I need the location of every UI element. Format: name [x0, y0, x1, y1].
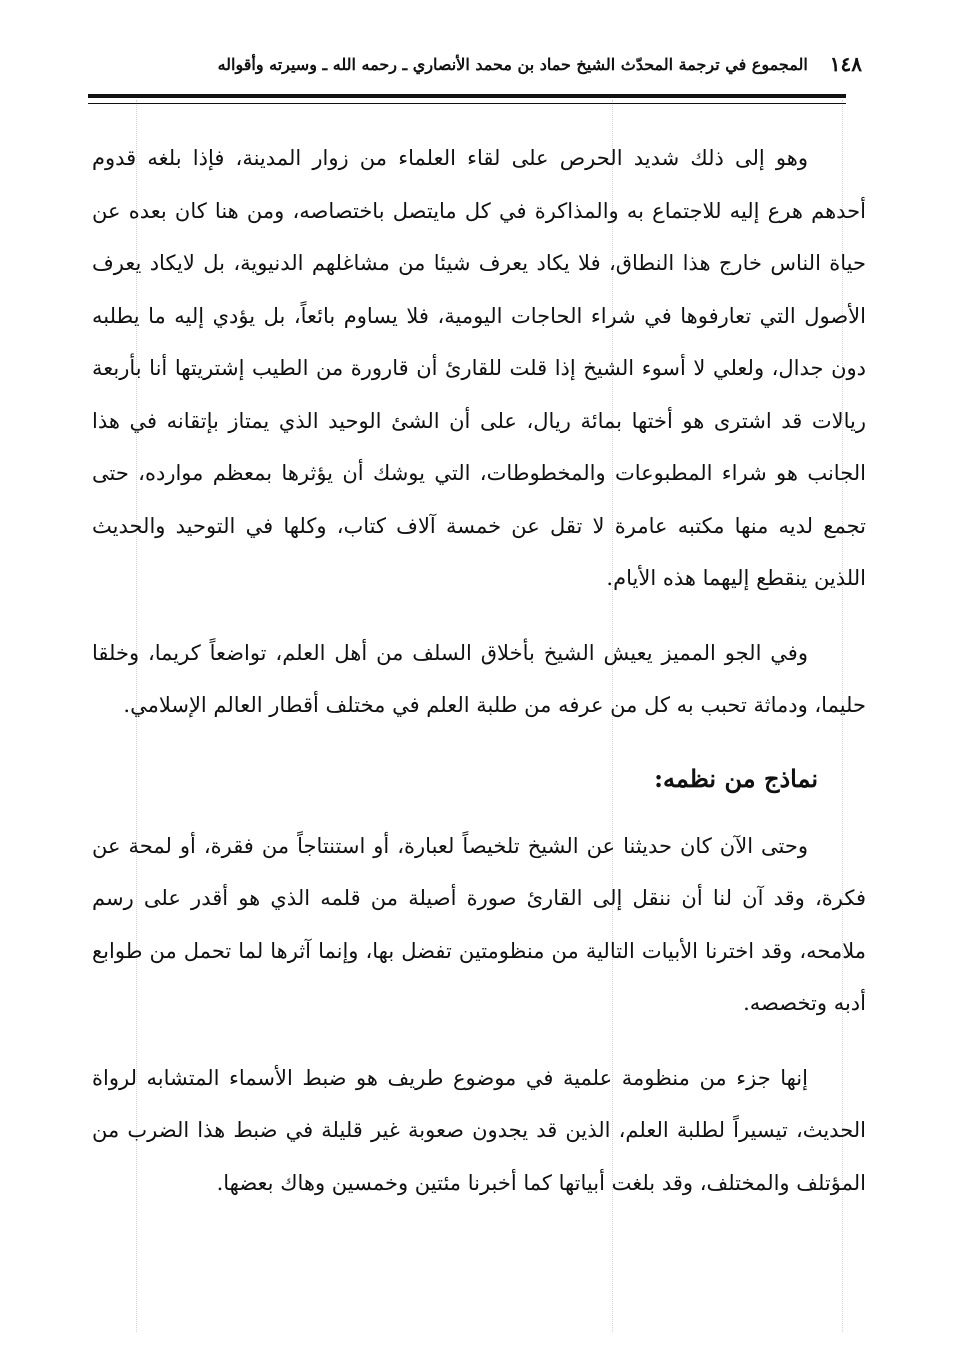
section-paragraph-2: إنها جزء من منظومة علمية في موضوع طريف هو ضبط الأسماء المتشابه لرواة الحديث، تيسيراً لطلبة العلم، الذين قد يجدون صعوبة غير قليلة في ضبط هذا الضرب من المؤتلف والمختلف، وقد بلغت أبياتها كما أخبرنا مئتين وخمسين وهاك بعضها.: [92, 1065, 866, 1195]
body-paragraph-2: وفي الجو المميز يعيش الشيخ بأخلاق السلف من أهل العلم، تواضعاً كريما، وخلقا حليما، ودماثة تحبب به كل من عرفه من طلبة العلم في مختلف أقطار العالم الإسلامي.: [92, 640, 866, 717]
running-header: [150, 44, 862, 84]
section-heading: نماذج من نظمه:: [654, 763, 818, 793]
header-title: المجموع في ترجمة المحدّث الشيخ حماد بن محمد الأنصاري ـ رحمه الله ـ وسيرته وأقواله: [217, 54, 808, 74]
page-number: ١٤٨: [829, 52, 862, 76]
section-paragraph-1: وحتى الآن كان حديثنا عن الشيخ تلخيصاً لعبارة، أو استنتاجاً من فقرة، أو لمحة عن فكرة، وقد آن لنا أن ننقل إلى القارئ صورة أصيلة من قلمه الذي هو أقدر على رسم ملامحه، وقد اخترنا الأبيات التالية من منظومتين تفضل بها، وإنما آثرها لما تحمل من طوابع أدبه وتخصصه.: [92, 833, 866, 1015]
header-rule-thin: [88, 103, 846, 104]
page-content: [92, 132, 866, 1231]
header-rule-thick: [88, 94, 846, 98]
body-paragraph-1: وهو إلى ذلك شديد الحرص على لقاء العلماء من زوار المدينة، فإذا بلغه قدوم أحدهم هرع إليه للاجتماع به والمذاكرة في كل مايتصل باختصاصه، ومن هنا كان بعده عن حياة الناس خارج هذا النطاق، فلا يكاد يعرف شيئا من مشاغلهم الدنيوية، بل لايكاد يعرف الأصول التي تعارفوها في شراء الحاجات اليومية، فلا يساوم بائعاً، بل يؤدي إليه ما يطلبه دون جدال، ولعلي لا أسوء الشيخ إذا قلت للقارئ أن قارورة من الطيب إشتريتها أنا بأربعة ريالات قد اشترى هو أختها بمائة ريال، على أن الشئ الوحيد الذي يمتاز بإتقانه في هذا الجانب هو شراء المطبوعات والمخطوطات، التي يوشك أن يؤثرها بمعظم موارده، حتى تجمع لديه منها مكتبه عامرة لا تقل عن خمسة آلاف كتاب، وكلها في التوحيد والحديث اللذين ينقطع إليهما هذه الأيام.: [92, 146, 866, 590]
